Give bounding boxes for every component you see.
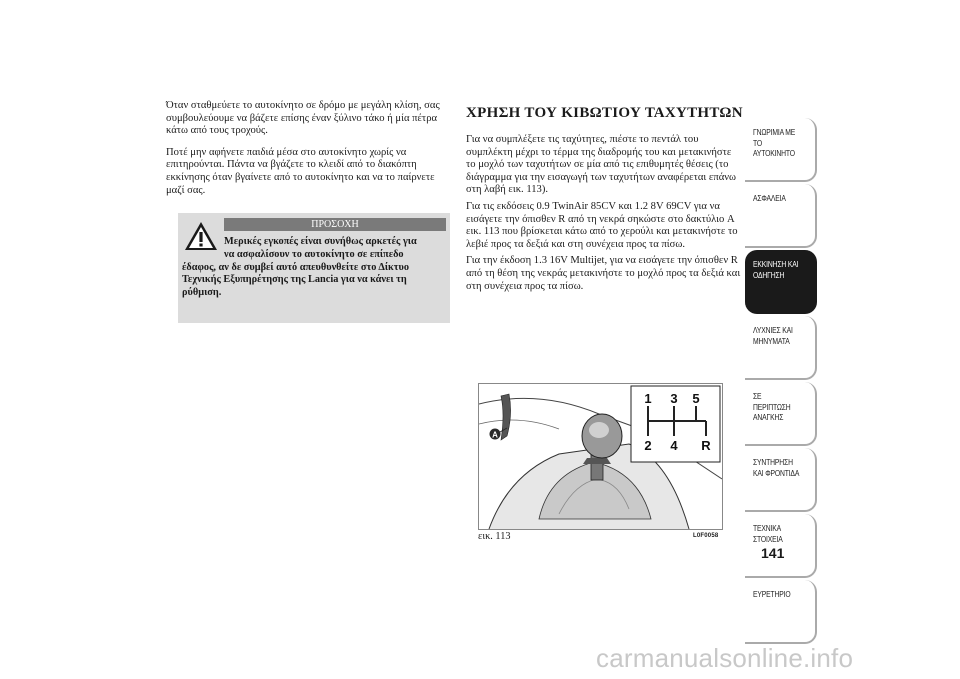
warning-box — [178, 213, 450, 323]
warning-line-rest: έδαφος, αν δε συμβεί αυτό απευθυνθείτε στο Δίκτυο Τεχνικής Εξυπηρέτησης της Lancia για να κάνει τη ρύθμιση. — [182, 261, 409, 299]
tab-label: ΑΣΦΑΛΕΙΑ — [753, 193, 786, 203]
tab-index[interactable] — [745, 580, 817, 644]
tab-emergency[interactable] — [745, 382, 817, 446]
tab-getting-to-know[interactable] — [745, 118, 817, 182]
gear-3-label: 3 — [670, 391, 678, 406]
tab-warning-lights[interactable] — [745, 316, 817, 380]
gear-1-label: 1 — [644, 391, 652, 406]
gear-2-label: 2 — [644, 438, 652, 453]
gearshift-paragraph: Για να συμπλέξετε τις ταχύτητες, πιέστε το πεντάλ του συμπλέκτη μέχρι το τέρμα της διαδρομής του και μετακινήστε το μοχλό των ταχυτήτων σε μία από τις επιθυμητές θέσεις (το διάγραμμα για την εισαγωγή των ταχυτήτων αναφέρεται επάνω στη λαβή εικ. 113). — [466, 134, 737, 196]
callout-a-label: A — [492, 430, 498, 440]
tab-label: ΤΕΧΝΙΚΑ ΣΤΟΙΧΕΙΑ — [753, 523, 783, 544]
gear-4-label: 4 — [670, 438, 678, 453]
tab-maintenance[interactable] — [745, 448, 817, 512]
tab-starting-and-driving[interactable] — [745, 250, 817, 314]
tab-label: ΣΕ ΠΕΡΙΠΤΩΣΗ ΑΝΑΓΚΗΣ — [753, 391, 791, 422]
warning-text — [182, 236, 446, 300]
left-column — [166, 100, 450, 206]
gear-lever-figure — [478, 383, 723, 530]
tab-label: ΣΥΝΤΗΡΗΣΗ ΚΑΙ ΦΡΟΝΤΙΔΑ — [753, 457, 800, 478]
chapter-tabs — [745, 118, 817, 646]
page-number: 141 — [761, 545, 785, 561]
figure-code: L0F0058 — [693, 533, 719, 539]
tab-label: ΓΝΩΡΙΜΙΑ ΜΕ ΤΟ ΑΥΤΟΚΙΝΗΤΟ — [753, 127, 796, 158]
children-paragraph: Ποτέ μην αφήνετε παιδιά μέσα στο αυτοκίνητο χωρίς να επιτηρούνται. Πάντα να βγάζετε το κλειδί από το διακόπτη εκκίνησης όταν βγαίνετε από το αυτοκίνητο και να το παίρνετε μαζί σας. — [166, 146, 435, 196]
tab-label: ΕΚΚΙΝΗΣΗ ΚΑΙ ΟΔΗΓΗΣΗ — [753, 259, 799, 280]
warning-line-1: Μερικές εγκοπές είναι συνήθως αρκετές για — [224, 236, 417, 247]
right-column — [466, 104, 741, 297]
parking-paragraph: Όταν σταθμεύετε το αυτοκίνητο σε δρόμο με μεγάλη κλίση, σας συμβουλεύουμε να βάζετε επίσης έναν ξύλινο τάκο ή μία πέτρα κάτω από τους τροχούς. — [166, 100, 440, 137]
gear-r-label: R — [701, 438, 711, 453]
section-title: ΧΡΗΣΗ ΤΟΥ ΚΙΒΩΤΙΟΥ ΤΑΧΥΤΗΤΩΝ — [466, 105, 743, 121]
figure-caption: εικ. 113 — [478, 531, 511, 542]
reverse-multijet-paragraph: Για την έκδοση 1.3 16V Multijet, για να εισάγετε την όπισθεν R από τη θέση της νεκράς μετακινήστε το μοχλό προς τα δεξιά και στη συνέχεια προς τα πίσω. — [466, 255, 741, 292]
tab-label: ΕΥΡΕΤΗΡΙΟ — [753, 589, 791, 599]
watermark: carmanualsonline.info — [596, 643, 854, 673]
warning-heading: ΠΡΟΣΟΧΗ — [224, 218, 446, 231]
warning-line-2: να ασφαλίσουν το αυτοκίνητο σε επίπεδο — [224, 248, 404, 260]
tab-safety[interactable] — [745, 184, 817, 248]
gear-lever-illustration — [479, 384, 722, 529]
reverse-twinair-paragraph: Για τις εκδόσεις 0.9 TwinAir 85CV και 1.2 8V 69CV για να εισάγετε την όπισθεν R από τη νεκρά σηκώστε στο δακτύλιο A εικ. 113 που βρίσκεται κάτω από το χερούλι και μετακινήστε το λεβιέ προς τα δεξιά και στη συνέχεια προς τα πίσω. — [466, 200, 738, 250]
tab-label: ΛΥΧΝΙΕΣ ΚΑΙ ΜΗΝΥΜΑΤΑ — [753, 325, 793, 346]
gear-5-label: 5 — [692, 391, 700, 406]
